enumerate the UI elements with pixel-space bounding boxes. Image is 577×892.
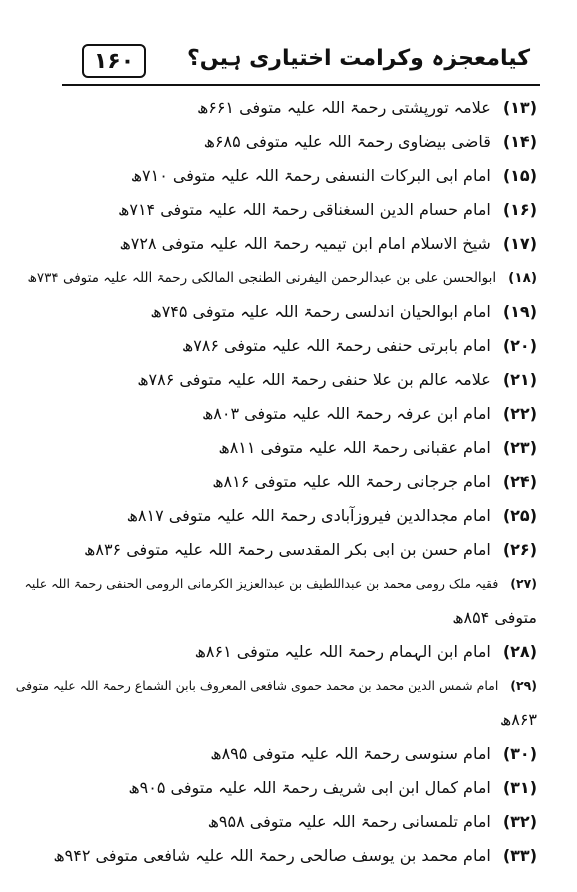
list-item [120,229,537,259]
list-item [131,161,537,191]
list-item [27,263,537,293]
item-number: (۳۲) [502,812,537,831]
item-text: امام مجدالدین فیروزآبادی رحمۃ اللہ علیہ متوفی ۸۱۷ھ [126,506,491,525]
item-text: امام ابوالحیان اندلسی رحمۃ اللہ علیہ متوفی ۷۴۵ھ [150,302,491,321]
list-item [210,739,537,769]
list-item [197,93,537,123]
item-text: امام حسن بن ابی بکر المقدسی رحمۃ اللہ علیہ متوفی ۸۳۶ھ [84,540,491,559]
item-number: (۲۱) [502,370,537,389]
item-number: (۲۷) [510,576,537,591]
item-number: (۳۰) [502,744,537,763]
list-item [195,637,537,667]
item-number: (۲۴) [502,472,537,491]
list-item [204,127,537,157]
item-text: امام سنوسی رحمۃ اللہ علیہ متوفی ۸۹۵ھ [210,744,491,763]
page-number: ۱۶۰ [82,44,146,78]
list-item [137,365,537,395]
item-number: (۲۹) [510,678,537,693]
item-number: (۲۵) [502,506,537,525]
item-text: امام عقبانی رحمۃ اللہ علیہ متوفی ۸۱۱ھ [218,438,491,457]
item-text: فقیہ ملک رومی محمد بن عبداللطیف بن عبدالعزیز الکرمانی الرومی الحنفی رحمۃ اللہ علیہ [24,576,499,591]
item-number: (۱۴) [502,132,537,151]
item-text: امام جرجانی رحمۃ اللہ علیہ متوفی ۸۱۶ھ [212,472,491,491]
item-number: (۱۸) [508,270,537,286]
item-number: (۲۸) [502,642,537,661]
item-number: (۲۳) [502,438,537,457]
item-text: امام بابرتی حنفی رحمۃ اللہ علیہ متوفی ۷۸۶ھ [182,336,491,355]
item-text: امام حسام الدین السغناقی رحمۃ اللہ علیہ متوفی ۷۱۴ھ [118,200,491,219]
item-text: قاضی بیضاوی رحمۃ اللہ علیہ متوفی ۶۸۵ھ [203,132,491,151]
item-continuation: ۸۶۳ھ [500,710,537,729]
item-text: امام تلمسانی رحمۃ اللہ علیہ متوفی ۹۵۸ھ [207,812,491,831]
item-number: (۱۵) [502,166,537,185]
item-text: ابوالحسن علی بن عبدالرحمن الیفرنی الطنجی المالکی رحمۃ اللہ علیہ متوفی ۷۳۴ھ [27,270,497,286]
running-title: کیامعجزہ وکرامت اختیاری ہیں؟ [187,46,530,71]
item-number: (۱۳) [502,98,537,117]
list-item [219,433,537,463]
item-continuation: متوفی ۸۵۴ھ [452,608,537,627]
item-number: (۲۲) [502,404,537,423]
list-item [84,535,537,565]
list-item [25,569,537,599]
item-number: (۱۶) [502,200,537,219]
item-text: امام ابن الہمام رحمۃ اللہ علیہ متوفی ۸۶۱ھ [194,642,491,661]
list-item [208,807,537,837]
item-number: (۳۱) [502,778,537,797]
item-number: (۲۶) [502,540,537,559]
item-number: (۳۳) [502,846,537,865]
item-number: (۱۹) [502,302,537,321]
list-item [127,501,537,531]
list-item [53,841,537,871]
list-item [118,195,537,225]
item-number: (۲۰) [502,336,537,355]
item-text: امام محمد بن یوسف صالحی رحمۃ اللہ علیہ شافعی متوفی ۹۴۲ھ [53,846,491,865]
list-item [202,399,537,429]
list-item [151,297,537,327]
item-text: شیخ الاسلام امام ابن تیمیہ رحمۃ اللہ علیہ متوفی ۷۲۸ھ [119,234,491,253]
item-text: امام شمس الدین محمد بن محمد حموی شافعی المعروف بابن الشماع رحمۃ اللہ علیہ متوفی [15,678,499,693]
list-item [182,331,537,361]
item-text: علامہ عالم بن علا حنفی رحمۃ اللہ علیہ متوفی ۷۸۶ھ [137,370,491,389]
list-item [128,773,537,803]
item-number: (۱۷) [502,234,537,253]
list-item [16,671,537,701]
list-item [212,467,537,497]
item-text: امام ابی البرکات النسفی رحمۃ اللہ علیہ متوفی ۷۱۰ھ [130,166,491,185]
item-text: امام ابن عرفہ رحمۃ اللہ علیہ متوفی ۸۰۳ھ [202,404,491,423]
item-text: امام کمال ابن ابی شریف رحمۃ اللہ علیہ متوفی ۹۰۵ھ [128,778,491,797]
item-text: علامہ تورپشتی رحمۃ اللہ علیہ متوفی ۶۶۱ھ [197,98,491,117]
